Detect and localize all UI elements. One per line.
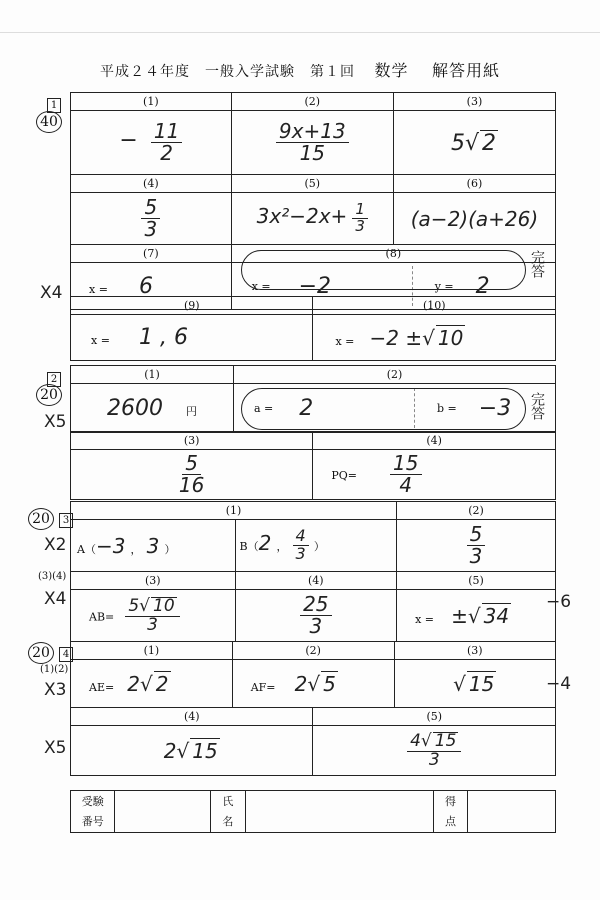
q3-3-header: (3) bbox=[71, 572, 236, 590]
numerator: 1 bbox=[352, 202, 368, 219]
q3-2-header: (2) bbox=[397, 502, 556, 520]
points-circle: 40 bbox=[36, 111, 62, 133]
numerator: 5 bbox=[467, 524, 486, 546]
fraction bbox=[141, 197, 160, 240]
q1-8-full-credit-note: 完答 bbox=[529, 250, 545, 278]
expression: (a−2)(a+26) bbox=[410, 206, 539, 231]
q4-3-header: (3) bbox=[394, 642, 556, 660]
coord-y: 3 bbox=[146, 533, 160, 558]
section-4-multiplier-2: X5 bbox=[44, 738, 67, 758]
q3-3-answer bbox=[71, 590, 236, 642]
numerator: 5 bbox=[141, 197, 160, 219]
q2-1-answer bbox=[71, 384, 234, 433]
radical-sign-icon: √ bbox=[139, 595, 151, 616]
var-label: x = bbox=[335, 335, 355, 348]
name-label bbox=[211, 791, 246, 833]
var-label: PQ= bbox=[331, 469, 357, 482]
q1-5-header: (5) bbox=[231, 175, 393, 193]
denominator: 3 bbox=[147, 614, 158, 635]
q4-2-answer bbox=[232, 660, 394, 708]
fraction bbox=[390, 453, 421, 496]
q1-row-9-10 bbox=[70, 296, 556, 361]
q2-4-header: (4) bbox=[313, 432, 556, 450]
numerator: 5 bbox=[182, 453, 201, 475]
q2-3-header: (3) bbox=[71, 432, 313, 450]
q1-4-answer bbox=[71, 193, 232, 245]
q4-table-lower bbox=[70, 707, 556, 776]
numerator bbox=[407, 732, 461, 752]
numerator: 11 bbox=[151, 121, 182, 143]
q4-1-answer bbox=[71, 660, 233, 708]
q2-table-lower bbox=[70, 431, 556, 500]
radical-sign-icon: √ bbox=[420, 730, 432, 751]
radical-sign-icon: √ bbox=[467, 604, 481, 628]
q1-4-header: (4) bbox=[71, 175, 232, 193]
label-line-1: 得 bbox=[445, 794, 457, 808]
q4-4-answer bbox=[71, 726, 313, 776]
q3-1-header: (1) bbox=[71, 502, 397, 520]
q4-4-header: (4) bbox=[71, 708, 313, 726]
name-field[interactable] bbox=[245, 791, 433, 833]
value: 2 bbox=[475, 273, 490, 299]
label-line-1: 受験 bbox=[81, 794, 104, 808]
radicand: 10 bbox=[153, 595, 175, 616]
q3-5-deduction-mark: −6 bbox=[546, 592, 572, 612]
points-circle: 20 bbox=[28, 508, 54, 530]
q1-6-answer bbox=[393, 193, 555, 245]
q1-1-answer bbox=[71, 111, 232, 175]
radicand: 34 bbox=[483, 604, 510, 628]
denominator: 16 bbox=[178, 473, 205, 497]
q2-4-answer bbox=[313, 450, 556, 500]
var-label: x = bbox=[89, 282, 108, 296]
fraction bbox=[300, 594, 331, 637]
q1-1-header: (1) bbox=[71, 93, 232, 111]
title-main: 平成２４年度 一般入学試験 第１回 bbox=[100, 64, 356, 80]
value: 2 bbox=[299, 395, 314, 421]
q3-4-answer bbox=[235, 590, 397, 642]
radicand: 2 bbox=[155, 672, 169, 696]
q3-1-B-answer bbox=[235, 520, 397, 572]
coefficient: 2 bbox=[163, 739, 177, 763]
q1-8-grading-loop bbox=[241, 250, 526, 290]
fraction bbox=[293, 528, 309, 563]
section-1-label bbox=[47, 93, 61, 113]
section-1-points bbox=[36, 111, 62, 133]
points-circle: 20 bbox=[36, 384, 62, 406]
label-line-1: 氏 bbox=[222, 794, 234, 808]
q2-1-header: (1) bbox=[71, 366, 234, 384]
section-2-multiplier: X5 bbox=[44, 412, 67, 432]
section-3-multiplier-1: X2 bbox=[44, 535, 67, 555]
denominator: 4 bbox=[399, 473, 413, 497]
q4-3-deduction-mark: −4 bbox=[546, 674, 572, 694]
value: 1 , 6 bbox=[139, 325, 188, 350]
var-label: AB= bbox=[89, 610, 115, 623]
fraction bbox=[125, 597, 179, 635]
exam-number-field[interactable] bbox=[115, 791, 211, 833]
paren-close: ） bbox=[313, 540, 325, 553]
value: 2600 bbox=[106, 395, 163, 421]
separator: ， bbox=[130, 542, 142, 556]
separator: ， bbox=[276, 540, 288, 553]
numerator: 25 bbox=[300, 594, 331, 616]
section-number: 4 bbox=[59, 647, 73, 662]
coefficient: 2 bbox=[294, 672, 308, 696]
q3-5-answer bbox=[397, 590, 556, 642]
q4-2-header: (2) bbox=[232, 642, 394, 660]
numerator: 15 bbox=[390, 453, 421, 475]
page-title bbox=[0, 58, 600, 81]
fraction bbox=[407, 732, 461, 770]
section-4-label bbox=[28, 642, 73, 664]
q1-10-header: (10) bbox=[313, 297, 556, 315]
radical-sign-icon: √ bbox=[307, 672, 321, 696]
radicand: 10 bbox=[437, 326, 464, 350]
point-label: B（ bbox=[239, 540, 259, 553]
radicand: 15 bbox=[192, 739, 218, 763]
q1-3-header: (3) bbox=[393, 93, 555, 111]
score-field[interactable] bbox=[468, 791, 556, 833]
q4-5-answer bbox=[313, 726, 556, 776]
label-line-2: 名 bbox=[222, 814, 234, 828]
q1-8-header: (8) bbox=[231, 245, 555, 263]
q1-2-answer bbox=[231, 111, 393, 175]
footer-table bbox=[70, 790, 556, 833]
section-2-points bbox=[36, 384, 62, 406]
q4-1-header: (1) bbox=[71, 642, 233, 660]
var-label: AF= bbox=[250, 681, 276, 694]
denominator: 3 bbox=[309, 614, 323, 638]
exam-number-label bbox=[71, 791, 115, 833]
var-label: AE= bbox=[89, 681, 115, 694]
var-label: x = bbox=[415, 613, 435, 626]
title-subject: 数学 bbox=[374, 61, 409, 80]
denominator: 15 bbox=[299, 141, 326, 165]
section-3-label bbox=[28, 508, 73, 530]
point-label: A（ bbox=[77, 542, 96, 556]
coord-x: 2 bbox=[258, 531, 272, 555]
q4-3-answer bbox=[394, 660, 556, 708]
coefficient: 5 bbox=[128, 595, 140, 616]
q2-3-answer bbox=[71, 450, 313, 500]
coefficient: 2 bbox=[127, 672, 141, 696]
denominator: 3 bbox=[144, 217, 158, 241]
q1-10-answer bbox=[313, 315, 556, 361]
radicand: 2 bbox=[481, 130, 496, 156]
radicand: 15 bbox=[434, 730, 457, 751]
section-number: 2 bbox=[47, 372, 61, 387]
q2-2-full-credit-note: 完答 bbox=[529, 392, 545, 420]
section-1-multiplier: X4 bbox=[40, 283, 63, 303]
q3-2-answer bbox=[397, 520, 556, 572]
q3-table bbox=[70, 501, 556, 642]
value: ± bbox=[451, 604, 468, 628]
coefficient: 5 bbox=[450, 130, 465, 156]
scan-edge-line bbox=[0, 32, 600, 33]
denominator: 2 bbox=[160, 141, 173, 165]
section-number: 1 bbox=[47, 98, 61, 113]
q4-5-header: (5) bbox=[313, 708, 556, 726]
var-label: x = bbox=[91, 334, 110, 347]
value: −3 bbox=[478, 395, 512, 421]
q4-table bbox=[70, 641, 556, 708]
var-label: b = bbox=[437, 401, 457, 415]
coefficient: 4 bbox=[410, 730, 421, 751]
q1-3-answer bbox=[393, 111, 555, 175]
expression: 3x²−2x+ bbox=[256, 204, 348, 228]
q1-7-header: (7) bbox=[71, 245, 232, 263]
q3-1-A-answer bbox=[71, 520, 236, 572]
section-4-subnote: (1)(2) bbox=[40, 664, 69, 675]
radical-sign-icon: √ bbox=[140, 672, 153, 696]
numerator bbox=[125, 597, 179, 617]
radicand: 15 bbox=[468, 672, 495, 696]
radical-sign-icon: √ bbox=[176, 739, 190, 763]
title-sheet: 解答用紙 bbox=[431, 61, 500, 80]
var-label: x = bbox=[251, 279, 271, 293]
section-4-multiplier-1: X3 bbox=[44, 680, 67, 700]
unit: 円 bbox=[186, 404, 198, 418]
section-number: 3 bbox=[59, 513, 73, 528]
points-circle: 20 bbox=[28, 642, 54, 664]
denominator: 3 bbox=[355, 217, 365, 235]
fraction bbox=[467, 524, 486, 567]
fraction bbox=[352, 202, 368, 235]
q1-9-header: (9) bbox=[71, 297, 313, 315]
q1-6-header: (6) bbox=[393, 175, 555, 193]
numerator: 4 bbox=[293, 528, 309, 546]
radical-sign-icon: √ bbox=[422, 326, 435, 350]
value: −2 ± bbox=[369, 326, 423, 350]
label-line-2: 番号 bbox=[81, 814, 104, 828]
radical-sign-icon: √ bbox=[464, 130, 479, 156]
var-label: y = bbox=[434, 279, 454, 293]
sign: − bbox=[119, 128, 138, 153]
q1-2-header: (2) bbox=[231, 93, 393, 111]
denominator: 3 bbox=[469, 544, 483, 568]
radical-sign-icon: √ bbox=[453, 672, 466, 696]
section-3-multiplier-2: X4 bbox=[44, 589, 67, 609]
value: −2 bbox=[298, 273, 332, 299]
denominator: 3 bbox=[428, 749, 440, 770]
denominator: 3 bbox=[295, 544, 306, 563]
value: 6 bbox=[139, 273, 154, 299]
label-line-2: 点 bbox=[445, 814, 457, 828]
radicand: 5 bbox=[323, 672, 336, 696]
numerator: 9x+13 bbox=[276, 121, 349, 143]
paren-close: ） bbox=[164, 542, 176, 556]
fraction bbox=[151, 121, 182, 164]
q1-9-answer bbox=[71, 315, 313, 361]
section-3-subnote: (3)(4) bbox=[38, 571, 67, 582]
fraction bbox=[276, 121, 349, 164]
q3-4-header: (4) bbox=[235, 572, 397, 590]
fraction bbox=[176, 453, 207, 496]
score-label bbox=[433, 791, 468, 833]
q2-2-grading-loop bbox=[241, 388, 526, 430]
q2-2-header: (2) bbox=[234, 366, 556, 384]
q1-5-answer bbox=[231, 193, 393, 245]
coord-x: −3 bbox=[95, 533, 126, 558]
q3-5-header: (5) bbox=[397, 572, 556, 590]
var-label: a = bbox=[254, 401, 274, 415]
